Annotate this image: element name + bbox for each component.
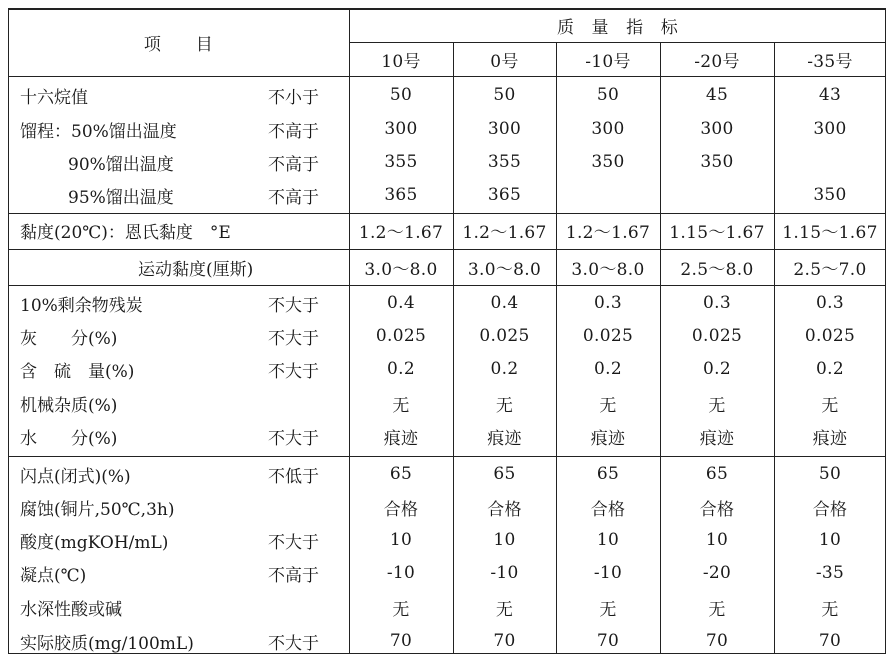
group-separator [8, 249, 886, 250]
grade-header: 10号 [381, 51, 421, 72]
value-cell: 355 [384, 152, 418, 172]
row-label: 运动黏度(厘斯) [138, 259, 254, 280]
row-label: 水 分(%) [20, 428, 118, 449]
value-cell: 1.2～1.67 [462, 222, 547, 243]
value-cell: 无 [708, 599, 726, 620]
value-cell: 0.3 [816, 293, 844, 313]
value-cell: 1.15～1.67 [782, 222, 878, 243]
value-cell: 350 [591, 152, 625, 172]
value-cell: 1.2～1.67 [565, 222, 651, 243]
row-label: 95%馏出温度 [68, 187, 174, 208]
value-cell: -20 [702, 563, 732, 583]
value-cell: 痕迹 [383, 428, 419, 449]
row-label: 含 硫 量(%) [20, 361, 135, 382]
row-label: 闪点(闭式)(%) [20, 466, 131, 487]
value-cell: 10 [818, 530, 842, 550]
column-divider [556, 42, 557, 654]
value-cell: 0.2 [490, 359, 519, 379]
value-cell: 0.025 [582, 326, 634, 346]
value-cell: 365 [384, 185, 418, 205]
value-cell: 50 [596, 85, 620, 105]
value-cell: 无 [599, 395, 617, 416]
value-cell: 痕迹 [590, 428, 626, 449]
value-cell: 2.5～8.0 [680, 259, 754, 280]
column-divider [774, 42, 775, 654]
value-cell: 无 [495, 395, 514, 416]
value-cell: 10 [389, 530, 413, 550]
value-cell: 0.4 [490, 293, 519, 313]
row-condition: 不高于 [268, 565, 319, 586]
value-cell: 300 [591, 119, 625, 139]
value-cell: 355 [487, 152, 522, 172]
value-cell: 无 [599, 599, 617, 620]
row-condition: 不大于 [268, 428, 319, 449]
value-cell: 45 [705, 85, 729, 105]
value-cell: -10 [386, 563, 416, 583]
value-cell: 3.0～8.0 [571, 259, 645, 280]
row-condition: 不大于 [268, 295, 319, 316]
value-cell: 70 [596, 631, 620, 651]
row-label: 黏度(20℃)：恩氏黏度 °E [20, 222, 231, 243]
value-cell: 50 [389, 85, 413, 105]
row-condition: 不大于 [268, 633, 319, 654]
value-cell: 合格 [812, 499, 848, 520]
value-cell: 0.025 [804, 326, 856, 346]
row-label: 10%剩余物残炭 [20, 295, 143, 316]
value-cell [774, 147, 886, 177]
value-cell: 65 [596, 464, 620, 484]
grade-header: -10号 [585, 51, 631, 72]
row-label: 十六烷值 [20, 87, 88, 108]
value-cell: 0.2 [703, 359, 731, 379]
value-cell: 10 [705, 530, 729, 550]
value-cell: 300 [487, 119, 522, 139]
group-separator [8, 213, 886, 214]
item-header: 项 目 [143, 34, 214, 55]
value-cell: 合格 [590, 499, 626, 520]
row-condition: 不小于 [268, 87, 319, 108]
value-cell: 0.3 [594, 293, 622, 313]
value-cell: 合格 [487, 499, 522, 520]
value-cell: 65 [389, 464, 413, 484]
row-label: 水深性酸或碱 [20, 599, 122, 620]
value-cell: 0.025 [691, 326, 743, 346]
header-bottom-border [8, 76, 886, 77]
row-label: 90%馏出温度 [68, 154, 174, 175]
value-cell: 无 [392, 395, 410, 416]
value-cell [660, 180, 774, 210]
value-cell: 无 [708, 395, 726, 416]
value-cell: 无 [821, 395, 839, 416]
row-label: 腐蚀(铜片,50℃,3h) [20, 499, 175, 520]
column-divider [660, 42, 661, 654]
table-bottom-border [8, 653, 886, 654]
left-border [8, 8, 9, 654]
value-cell: 0.025 [375, 326, 427, 346]
value-cell: 合格 [699, 499, 735, 520]
row-label: 酸度(mgKOH/mL) [20, 532, 169, 553]
value-cell: 痕迹 [699, 428, 735, 449]
value-cell: 50 [818, 464, 842, 484]
row-label: 凝点(℃) [20, 565, 87, 586]
value-cell: -10 [490, 563, 519, 583]
quality-index-header: 质 量 指 标 [556, 17, 679, 38]
group-separator [8, 285, 886, 286]
value-cell: 350 [813, 185, 847, 205]
value-cell: 0.2 [816, 359, 844, 379]
value-cell: 10 [596, 530, 620, 550]
grade-header: -35号 [807, 51, 853, 72]
value-cell: 43 [818, 85, 842, 105]
value-cell: 痕迹 [812, 428, 848, 449]
right-border [885, 8, 886, 654]
value-cell: 0.3 [703, 293, 731, 313]
value-cell: 70 [389, 631, 413, 651]
value-cell: 70 [818, 631, 842, 651]
value-cell: 0.2 [594, 359, 622, 379]
row-label: 机械杂质(%) [20, 395, 118, 416]
value-cell: 65 [493, 464, 516, 484]
value-cell [556, 180, 660, 210]
value-cell: 0.025 [479, 326, 530, 346]
row-condition: 不大于 [268, 328, 319, 349]
row-label: 馏程：50%馏出温度 [20, 121, 177, 142]
value-cell: -10 [593, 563, 623, 583]
value-cell: 0.4 [387, 293, 415, 313]
row-label: 实际胶质(mg/100mL) [20, 633, 194, 654]
grade-header: -20号 [694, 51, 740, 72]
diesel-spec-table [8, 8, 886, 654]
column-divider [349, 8, 350, 654]
value-cell: 70 [493, 631, 516, 651]
value-cell: 70 [705, 631, 729, 651]
value-cell: 50 [493, 85, 516, 105]
value-cell: -35 [815, 563, 845, 583]
group-separator [8, 456, 886, 457]
value-cell: 1.15～1.67 [669, 222, 765, 243]
value-cell: 痕迹 [487, 428, 522, 449]
row-condition: 不低于 [268, 466, 319, 487]
value-cell: 1.2～1.67 [358, 222, 444, 243]
value-cell: 300 [700, 119, 734, 139]
value-cell: 无 [821, 599, 839, 620]
row-condition: 不高于 [268, 187, 319, 208]
row-label: 灰 分(%) [20, 328, 118, 349]
value-cell: 合格 [383, 499, 419, 520]
row-condition: 不大于 [268, 361, 319, 382]
value-cell: 2.5～7.0 [793, 259, 867, 280]
grade-header: 0号 [490, 51, 519, 72]
row-condition: 不高于 [268, 121, 319, 142]
value-cell: 10 [493, 530, 516, 550]
value-cell: 300 [384, 119, 418, 139]
value-cell: 300 [813, 119, 847, 139]
value-cell: 0.2 [387, 359, 415, 379]
value-cell: 3.0～8.0 [467, 259, 542, 280]
value-cell: 65 [705, 464, 729, 484]
value-cell: 无 [392, 599, 410, 620]
value-cell: 3.0～8.0 [364, 259, 438, 280]
column-divider [453, 42, 454, 654]
value-cell: 350 [700, 152, 734, 172]
row-condition: 不高于 [268, 154, 319, 175]
value-cell: 365 [487, 185, 522, 205]
value-cell: 无 [495, 599, 514, 620]
row-condition: 不大于 [268, 532, 319, 553]
